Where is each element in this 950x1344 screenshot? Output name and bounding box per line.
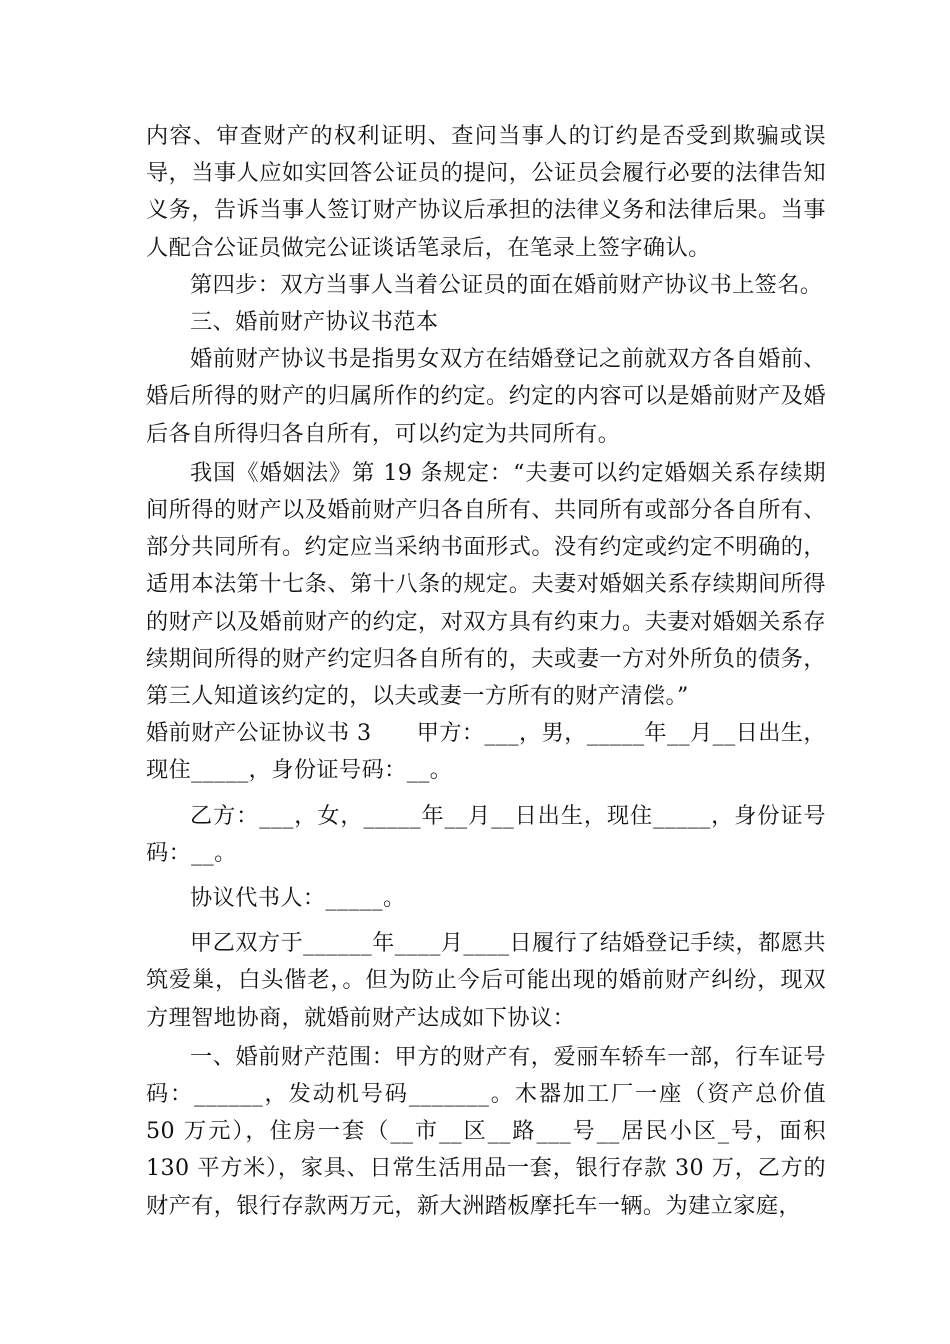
paragraph-notary-interview: 内容、审查财产的权利证明、查问当事人的订约是否受到欺骗或误导，当事人应如实回答公证员的提问，公证员会履行必要的法律告知义务，告诉当事人签订财产协议后承担的法律义务和法律后果。当事人配合公证员做完公证谈话笔录后，在笔录上签字确认。: [146, 123, 826, 261]
section-heading-template: 三、婚前财产协议书范本: [190, 309, 439, 336]
paragraph-premarital-property-scope: 一、婚前财产范围：甲方的财产有，爱丽车轿车一部，行车证号码：______，发动机号码_______。木器加工厂一座（资产总价值 50 万元），住房一套（__市__区__路___号__居民小区_号，面积 130 平方米），家具、日常生活用品一套，银行存款 30 万，乙方的财产有，银行存款两万元，新大洲踏板摩托车一辆。为建立家庭，: [146, 1043, 826, 1219]
paragraph-party-b: 乙方：___，女，_____年__月__日出生，现住_____，身份证号码：__。: [146, 802, 826, 866]
paragraph-marriage-law-article: 我国《婚姻法》第 19 条规定：“夫妻可以约定婚姻关系存续期间所得的财产以及婚前财产归各自所有、共同所有或部分各自所有、部分共同所有。约定应当采纳书面形式。没有约定或约定不明确的，适用本法第十七条、第十八条的规定。夫妻对婚姻关系存续期间所得的财产以及婚前财产的约定，对双方具有约束力。夫妻对婚姻关系存续期间所得的财产约定归各自所有的，夫或妻一方对外所负的债务，第三人知道该约定的，以夫或妻一方所有的财产清偿。”: [146, 459, 826, 710]
paragraph-step-four: 第四步：双方当事人当着公证员的面在婚前财产协议书上签名。: [190, 271, 823, 298]
paragraph-marriage-registration: 甲乙双方于______年____月____日履行了结婚登记手续，都愿共筑爱巢，白头偕老，。但为防止今后可能出现的婚前财产纠纷，现双方理智地协商，就婚前财产达成如下协议：: [146, 930, 826, 1031]
paragraph-agreement-title-party-a: 婚前财产公证协议书 3 甲方：___，男，_____年__月__日出生，现住_____，身份证号码：__。: [146, 720, 826, 784]
paragraph-agreement-definition: 婚前财产协议书是指男女双方在结婚登记之前就双方各自婚前、婚后所得的财产的归属所作的约定。约定的内容可以是婚前财产及婚后各自所得归各自所有，可以约定为共同所有。: [146, 346, 826, 447]
document-body: [146, 118, 826, 1225]
paragraph-agreement-scribe: 协议代书人：_____。: [190, 885, 406, 912]
